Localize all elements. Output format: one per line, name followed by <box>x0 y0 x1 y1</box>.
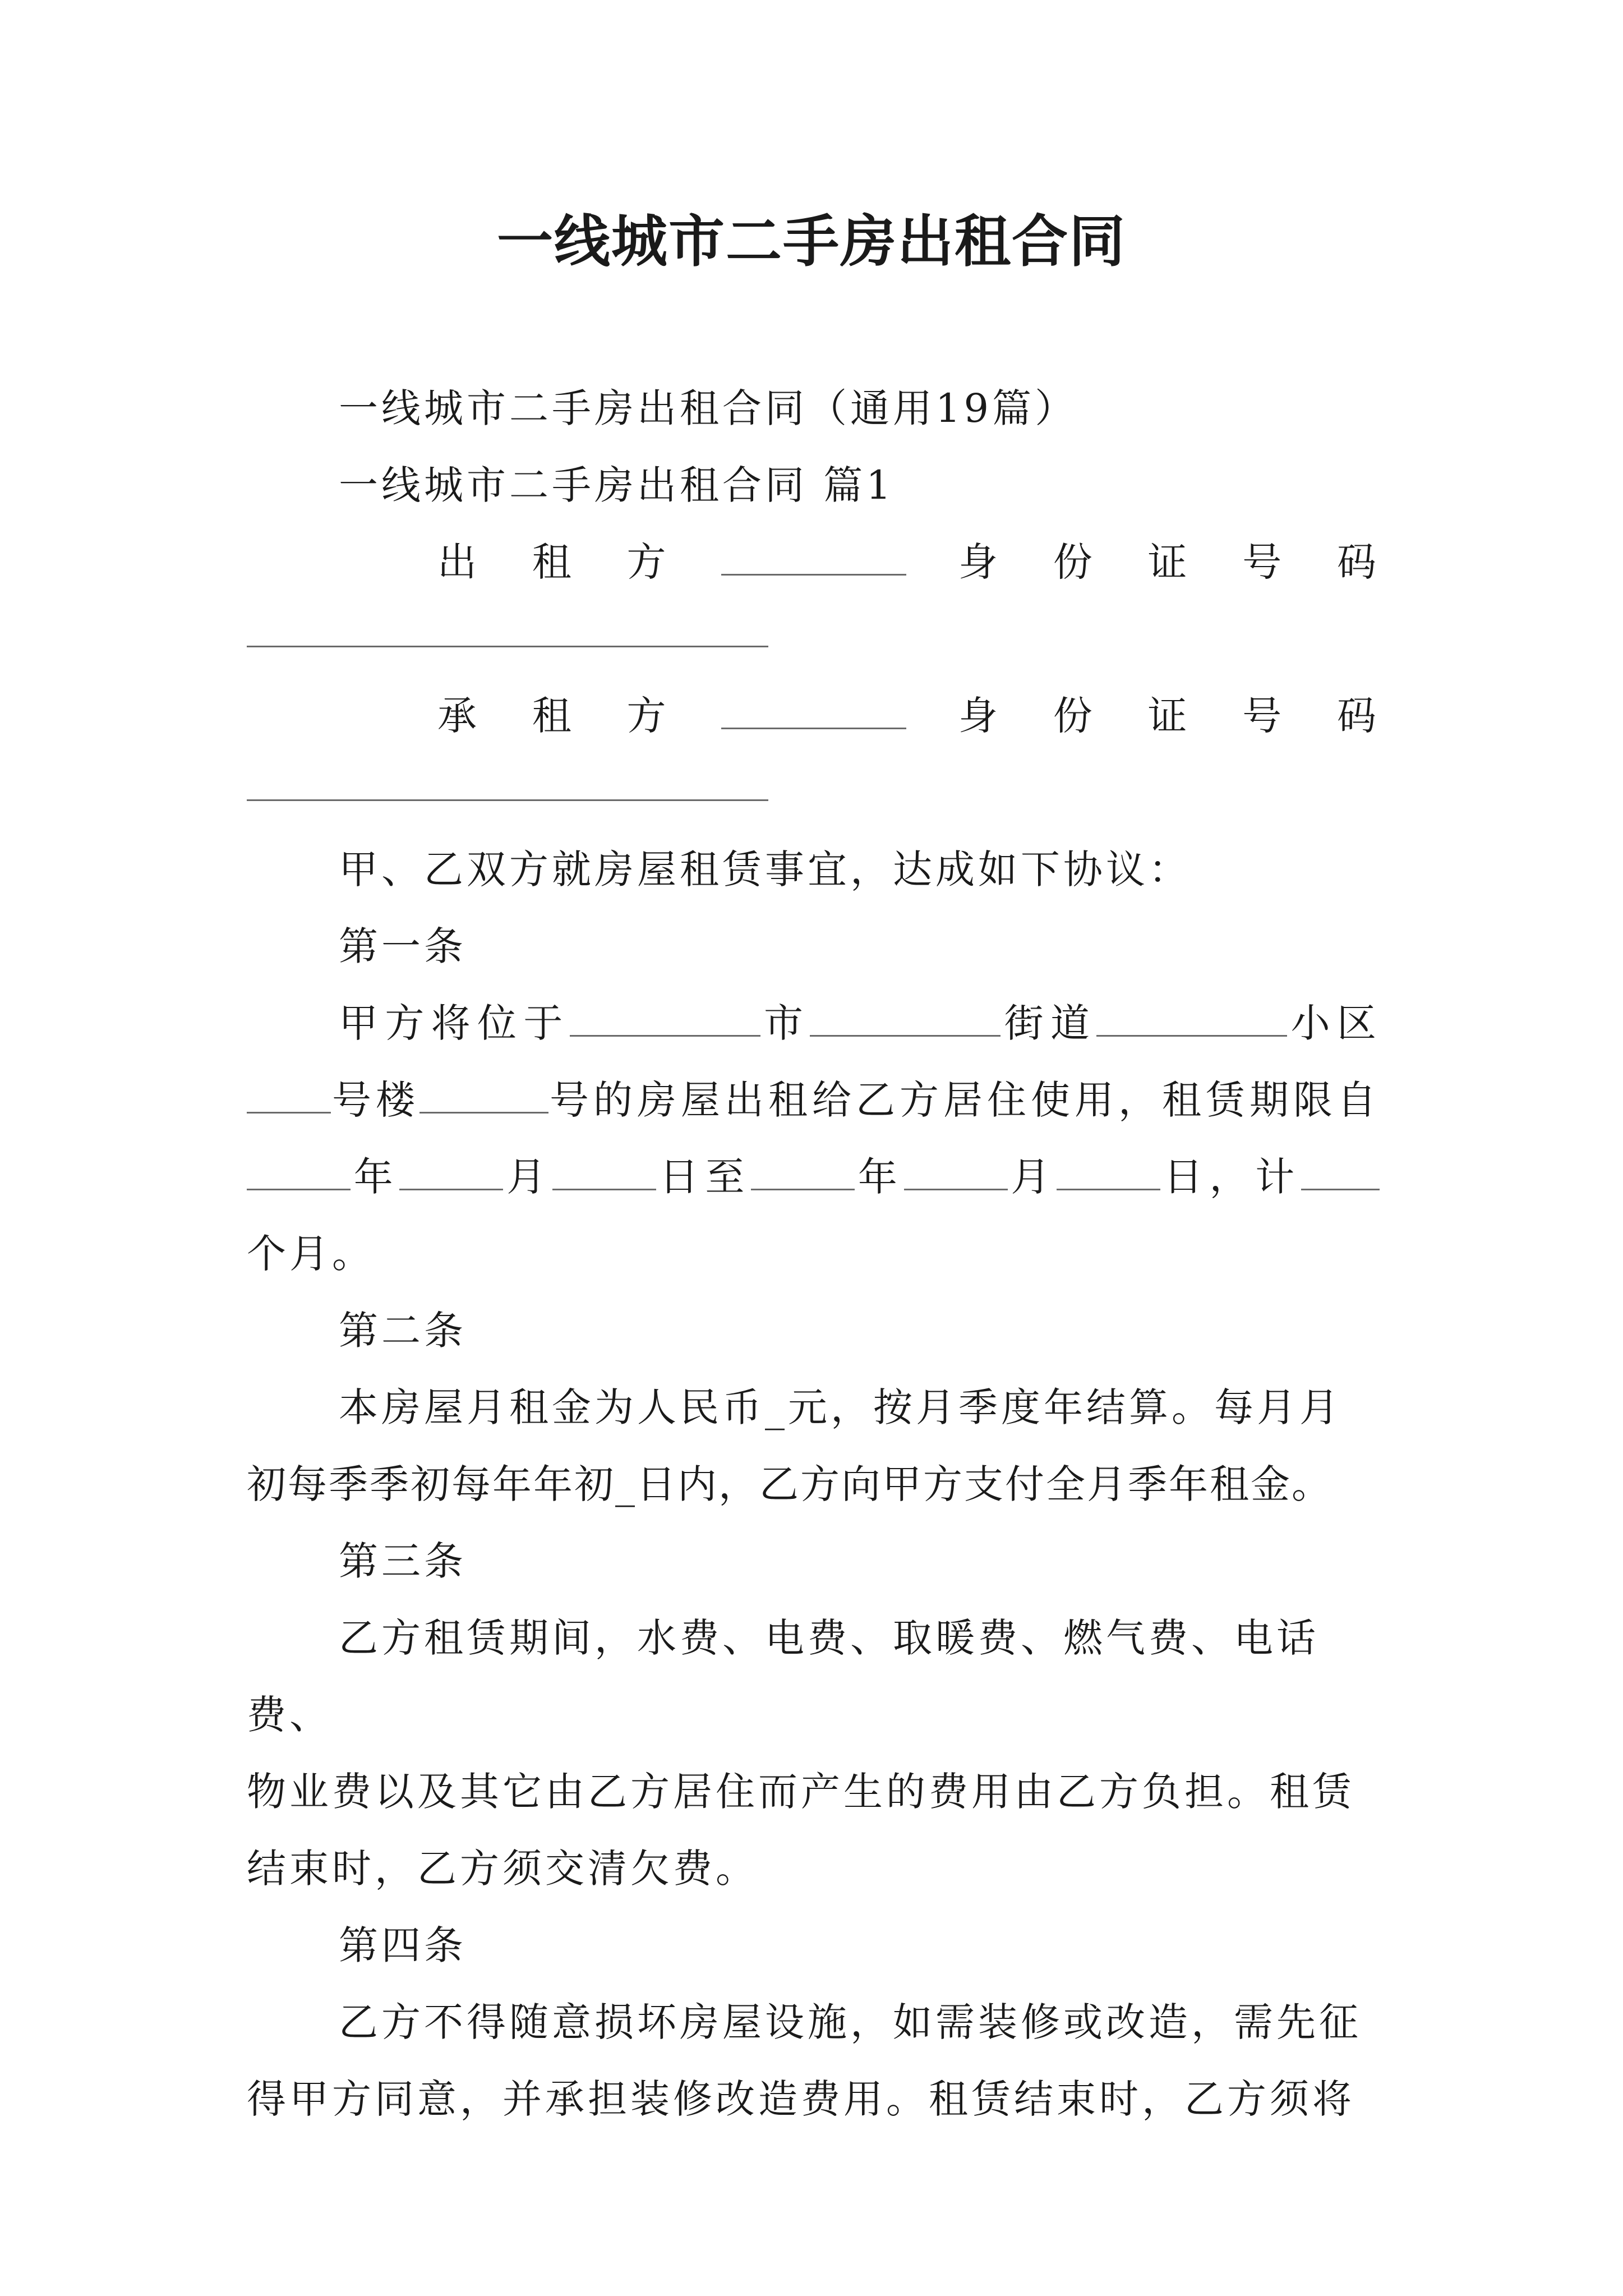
lessor-id-line <box>247 601 1380 678</box>
article-1-text: 月 <box>1007 1154 1057 1200</box>
intro-paragraph: 甲、乙双方就房屋租赁事宜，达成如下协议： <box>339 846 1191 892</box>
lessor-label-char: 租 <box>532 539 575 585</box>
start-year-blank[interactable] <box>247 1154 351 1190</box>
article-1-heading: 第一条 <box>339 923 467 969</box>
article-2-heading: 第二条 <box>339 1308 467 1354</box>
lessee-label-char: 承 <box>437 693 480 739</box>
id-label-char: 份 <box>1053 693 1096 739</box>
lessee-id-blank[interactable] <box>247 799 768 801</box>
community-blank[interactable] <box>1096 1000 1287 1037</box>
subtitle: 一线城市二手房出租合同（通用19篇） <box>339 385 1078 431</box>
lessor-label-char: 方 <box>626 539 670 585</box>
article-1-text: 街道 <box>1000 1000 1097 1046</box>
id-label-char: 码 <box>1337 693 1380 739</box>
id-label-char: 身 <box>958 693 1001 739</box>
id-label-char: 身 <box>958 539 1001 585</box>
article-2-line-1: 本房屋月租金为人民币_元，按月季度年结算。每月月 <box>339 1384 1342 1430</box>
lessee-line <box>247 678 1380 754</box>
month-count-blank[interactable] <box>1301 1154 1380 1190</box>
article-1-line-1 <box>247 985 1380 1062</box>
article-1-text: 小区 <box>1287 1000 1380 1046</box>
id-label-char: 号 <box>1242 693 1285 739</box>
article-1-text: 日至 <box>656 1154 751 1200</box>
lessee-name-blank[interactable] <box>721 693 906 729</box>
article-4-line-1: 乙方不得随意损坏房屋设施，如需装修或改造，需先征 <box>339 1999 1362 2045</box>
article-1-line-3 <box>247 1139 1380 1216</box>
street-blank[interactable] <box>810 1000 1000 1037</box>
document-body <box>247 370 1380 2138</box>
room-blank[interactable] <box>419 1077 548 1114</box>
article-4-line-2: 得甲方同意，并承担装修改造费用。租赁结束时，乙方须将 <box>247 2076 1355 2122</box>
lessor-label-char: 出 <box>437 539 480 585</box>
lessor-line <box>247 524 1380 601</box>
article-1-text: 日，计 <box>1160 1154 1302 1200</box>
article-3-line-2: 物业费以及其它由乙方居住而产生的费用由乙方负担。租赁 <box>247 1769 1355 1815</box>
city-blank[interactable] <box>570 1000 760 1037</box>
lessor-name-blank[interactable] <box>721 539 906 576</box>
article-1-text: 市 <box>760 1000 810 1046</box>
article-3-heading: 第三条 <box>339 1538 467 1584</box>
article-4-heading: 第四条 <box>339 1922 467 1968</box>
start-month-blank[interactable] <box>399 1154 503 1190</box>
building-blank[interactable] <box>247 1077 331 1114</box>
start-day-blank[interactable] <box>552 1154 656 1190</box>
id-label-char: 份 <box>1053 539 1096 585</box>
article-3-line-3: 结束时，乙方须交清欠费。 <box>247 1846 758 1892</box>
article-2-line-2: 初每季季初每年年初_日内，乙方向甲方支付全月季年租金。 <box>247 1461 1332 1507</box>
id-label-char: 号 <box>1242 539 1285 585</box>
lessee-label-char: 租 <box>532 693 575 739</box>
article-1-line-2 <box>247 1062 1380 1139</box>
part-heading: 一线城市二手房出租合同 篇1 <box>339 462 895 508</box>
id-label-char: 证 <box>1147 693 1191 739</box>
article-1-text: 年 <box>351 1154 400 1200</box>
end-year-blank[interactable] <box>751 1154 855 1190</box>
end-month-blank[interactable] <box>904 1154 1008 1190</box>
id-label-char: 码 <box>1337 539 1380 585</box>
article-1-text: 月 <box>503 1154 552 1200</box>
article-1-text: 甲方将位于 <box>339 1000 570 1046</box>
lessee-label-char: 方 <box>626 693 670 739</box>
article-3-line-1: 乙方租赁期间，水费、电费、取暖费、燃气费、电话费、 <box>247 1615 1319 1738</box>
id-label-char: 证 <box>1147 539 1191 585</box>
end-day-blank[interactable] <box>1057 1154 1160 1190</box>
lessor-id-blank[interactable] <box>247 646 768 647</box>
article-1-text: 年 <box>855 1154 904 1200</box>
article-1-text: 号楼 <box>331 1077 419 1123</box>
document-title: 一线城市二手房出租合同 <box>497 208 1126 274</box>
article-1-text: 号的房屋出租给乙方居住使用，租赁期限自 <box>548 1077 1380 1123</box>
article-1-line-4: 个月。 <box>247 1231 375 1277</box>
lessee-id-line <box>247 754 1380 831</box>
